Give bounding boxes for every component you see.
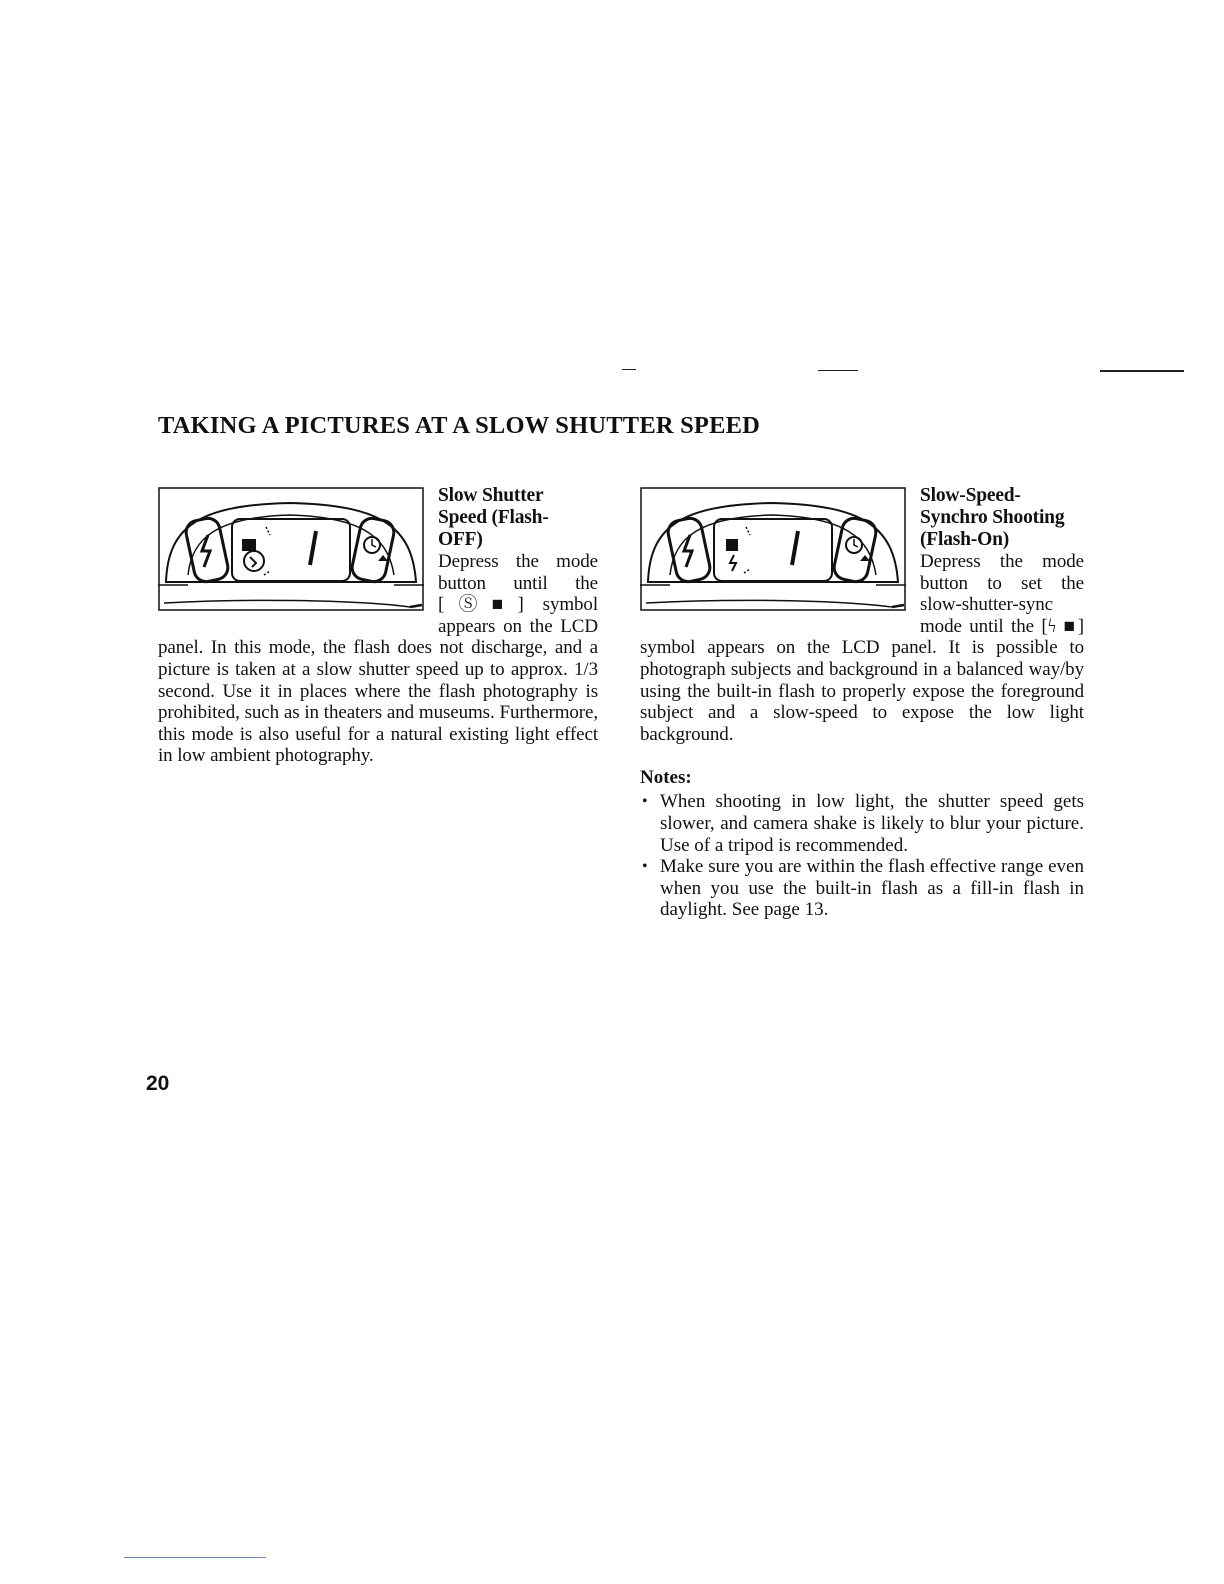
bullet-icon: • <box>642 793 648 811</box>
scan-artifact-line <box>818 370 858 371</box>
note-item <box>640 856 1084 921</box>
scan-artifact-line <box>622 369 636 370</box>
scan-artifact-line <box>1100 370 1184 372</box>
footer-rule <box>124 1557 266 1558</box>
page-title: TAKING A PICTURES AT A SLOW SHUTTER SPEED <box>158 412 761 439</box>
section-title-line: Slow-Speed- <box>920 485 1021 506</box>
section-title-line: Slow Shutter <box>438 485 544 506</box>
note-text: When shooting in low light, the shutter speed gets slower, and camera shake is likely to blur your picture. Use of a tripod is recommended. <box>660 791 1084 856</box>
section-slow-shutter <box>158 485 598 767</box>
notes-list <box>640 791 1084 921</box>
camera-lcd-panel-flash-off-icon <box>158 487 426 623</box>
bullet-icon: • <box>642 858 648 876</box>
note-text: Make sure you are within the flash effective range even when you use the built-in flash as a fill-in flash in daylight. See page 13. <box>660 856 1084 921</box>
section-body: Depress the mode button until the [Ⓢ■] symbol appears on the LCD panel. In this mode, the flash does not discharge, and a picture is taken at a slow shutter speed up to approx. 1/3 second. Use it in places where the flash photography is prohibited, such as in theaters and museums. Furthermore, this mode is also useful for a natural existing light effect in low ambient photography. <box>158 551 598 767</box>
section-slow-speed-synchro <box>640 485 1084 921</box>
camera-lcd-panel-flash-on-icon <box>640 487 908 623</box>
section-title-line: (Flash-On) <box>920 529 1010 550</box>
section-body: Depress the mode button to set the slow-shutter-sync mode until the [ϟ ■] symbol appears on the LCD panel. It is possible to photograph subjects and background in a balanced way/by using the built-in flash to properly expose the foreground subject and a slow-speed to expose the low light background. <box>640 551 1084 745</box>
note-item <box>640 791 1084 856</box>
section-title-line: OFF) <box>438 529 483 550</box>
section-title-line: Synchro Shooting <box>920 507 1065 528</box>
section-title-line: Speed (Flash- <box>438 507 549 528</box>
notes-title: Notes: <box>640 767 692 789</box>
lcd-panel-figure-flash-on <box>640 487 908 623</box>
page-number: 20 <box>146 1072 170 1095</box>
lcd-panel-figure-flash-off <box>158 487 426 623</box>
